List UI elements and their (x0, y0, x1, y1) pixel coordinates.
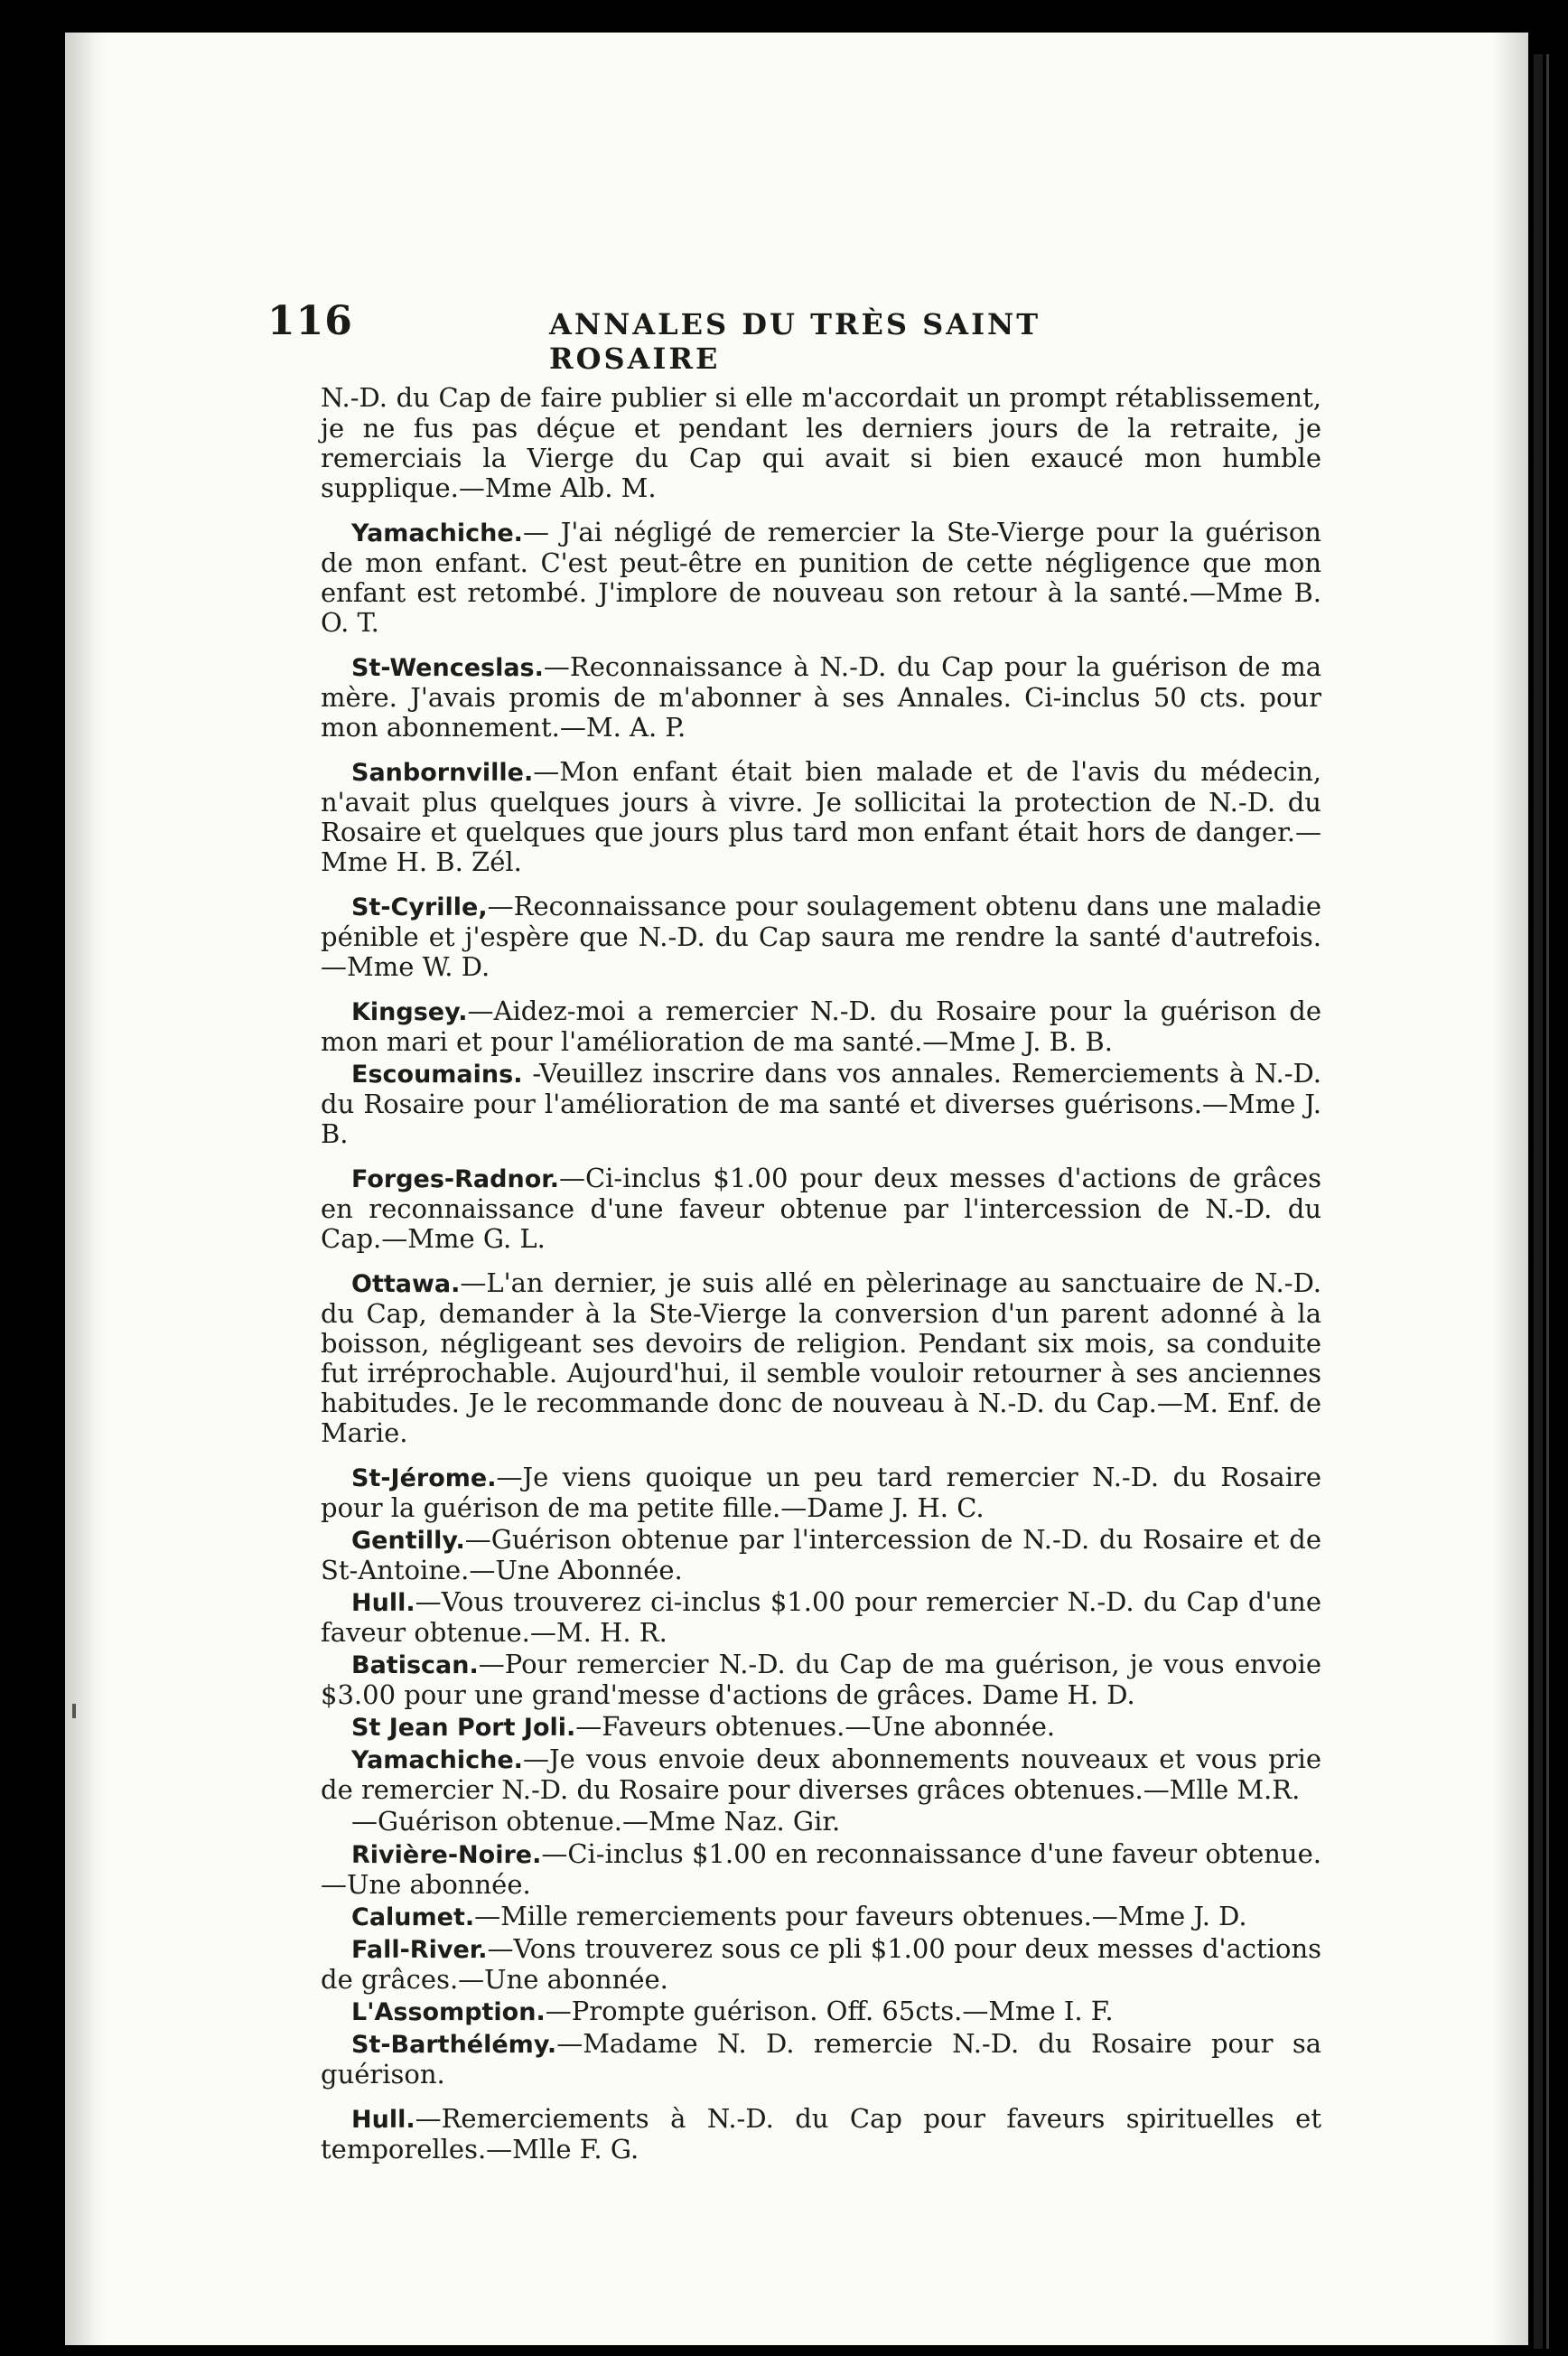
entry-place: Rivière-Noire. (351, 1841, 542, 1869)
entry-text: —Faveurs obtenues.—Une abonnée. (575, 1711, 1056, 1742)
entry-place: Batiscan. (351, 1651, 479, 1679)
entry (321, 2104, 1321, 2164)
entry (321, 652, 1321, 743)
entry-text: —Ci-inclus $1.00 pour deux messes d'actions de grâces en reconnaissance d'une faveur obtenue par l'intercession de N.-D. du Cap.—Mme G. L. (321, 1163, 1321, 1254)
running-title: ANNALES DU TRÈS SAINT ROSAIRE (549, 307, 1041, 376)
page-number: 116 (267, 298, 353, 344)
entry-place: Kingsey. (351, 998, 468, 1026)
next-page-edge (1534, 54, 1543, 2349)
next-page-edge-line (1546, 54, 1549, 2349)
entry (321, 1463, 1321, 1523)
entry (321, 1059, 1321, 1149)
entry (321, 1839, 1321, 1900)
entry-text: —Je viens quoique un peu tard remercier N.-D. du Rosaire pour la guérison de ma petite fille.—Dame J. H. C. (321, 1462, 1321, 1523)
page-header (267, 298, 1171, 376)
entry-place: St-Wenceslas. (351, 654, 544, 682)
entry-text: —Reconnaissance pour soulagement obtenu dans une maladie pénible et j'espère que N.-D. du Cap saura me rendre la santé d'autrefois.—Mme W. D. (321, 891, 1321, 982)
entry-text: —Guérison obtenue par l'intercession de N.-D. du Rosaire et de St-Antoine.—Une Abonnée. (321, 1524, 1321, 1585)
entry-text: —Vons trouverez sous ce pli $1.00 pour deux messes d'actions de grâces.—Une abonnée. (321, 1933, 1321, 1995)
entry-text: —Pour remercier N.-D. du Cap de ma guérison, je vous envoie $3.00 pour une grand'messe d'actions de grâces. Dame H. D. (321, 1649, 1321, 1710)
entry-text: N.-D. du Cap de faire publier si elle m'accordait un prompt rétablissement, je ne fus pas déçue et pendant les derniers jours de la retraite, je remerciais la Vierge du Cap qui avait si bien exaucé mon humble supplique.—Mme Alb. M. (321, 382, 1321, 503)
entry (321, 1587, 1321, 1648)
entry-place: Sanbornville. (351, 759, 534, 787)
entry-place: Fall-River. (351, 1936, 488, 1964)
entry (321, 1902, 1321, 1932)
entry (321, 1744, 1321, 1805)
entry (321, 2029, 1321, 2090)
entry-place: St-Cyrille, (351, 893, 488, 921)
entry-place: Yamachiche. (351, 519, 523, 547)
entry (321, 1164, 1321, 1254)
page-gutter-shadow (65, 33, 108, 2345)
entry-place: L'Assomption. (351, 1998, 546, 2026)
entry-place: Hull. (351, 2106, 415, 2134)
entry (321, 1268, 1321, 1448)
entry-text: —Vous trouverez ci-inclus $1.00 pour remercier N.-D. du Cap d'une faveur obtenue.—M. H. R. (321, 1586, 1321, 1648)
entry-text: —Mille remerciements pour faveurs obtenues.—Mme J. D. (474, 1901, 1247, 1931)
entry (321, 1525, 1321, 1585)
entry (321, 1807, 1321, 1837)
entry-place: St-Barthélémy. (351, 2031, 557, 2059)
entry-text: —Remerciements à N.-D. du Cap pour faveurs spirituelles et temporelles.—Mlle F. G. (321, 2103, 1321, 2164)
entry-text: —Prompte guérison. Off. 65cts.—Mme I. F. (545, 1996, 1114, 2026)
entry-text: —Madame N. D. remercie N.-D. du Rosaire pour sa guérison. (321, 2028, 1321, 2090)
entry-place: Ottawa. (351, 1270, 461, 1298)
entry-text: —Ci-inclus $1.00 en reconnaissance d'une faveur obtenue.—Une abonnée. (321, 1838, 1321, 1900)
entry (321, 518, 1321, 638)
entry-text: -Veuillez inscrire dans vos annales. Remerciements à N.-D. du Rosaire pour l'amélioration de ma santé et diverses guérisons.—Mme J. B. (321, 1058, 1321, 1149)
entry-place: Gentilly. (351, 1527, 465, 1555)
entry-text: —Mon enfant était bien malade et de l'avis du médecin, n'avait plus quelques jours à vivre. Je sollicitai la protection de N.-D. du Rosaire et quelques que jours plus tard mon enfant était hors de danger.—Mme H. B. Zél. (321, 756, 1321, 877)
entry-text: —L'an dernier, je suis allé en pèlerinage au sanctuaire de N.-D. du Cap, demander à la Ste-Vierge la conversion d'un parent adonné à la boisson, négligeant ses devoirs de religion. Pendant six mois, sa conduite fut irréprochable. Aujourd'hui, il semble vouloir retourner à ses anciennes habitudes. Je le recommande donc de nouveau à N.-D. du Cap.—M. Enf. de Marie. (321, 1267, 1321, 1448)
entry-place: St Jean Port Joli. (351, 1714, 576, 1742)
entry-place: Hull. (351, 1589, 415, 1617)
page-edge-shadow (1492, 33, 1528, 2345)
entry-text: —Je vous envoie deux abonnements nouveaux et vous prie de remercier N.-D. du Rosaire pour diverses grâces obtenues.—Mlle M.R. (321, 1744, 1321, 1805)
entry-place: Forges-Radnor. (351, 1165, 559, 1193)
entry-place: Yamachiche. (351, 1746, 523, 1774)
entry-place: St-Jérome. (351, 1464, 497, 1492)
body-text (321, 383, 1321, 2179)
entry-text: —Reconnaissance à N.-D. du Cap pour la guérison de ma mère. J'avais promis de m'abonner à ses Annales. Ci-inclus 50 cts. pour mon abonnement.—M. A. P. (321, 651, 1321, 743)
entry (321, 1650, 1321, 1710)
margin-mark (72, 1704, 76, 1718)
entry-place: Calumet. (351, 1903, 475, 1931)
entry (321, 757, 1321, 877)
entry (321, 1996, 1321, 2027)
entry-text: —Guérison obtenue.—Mme Naz. Gir. (351, 1806, 841, 1837)
entry (321, 1934, 1321, 1995)
entry-text: — J'ai négligé de remercier la Ste-Vierge pour la guérison de mon enfant. C'est peut-être en punition de cette négligence que mon enfant est retombé. J'implore de nouveau son retour à la santé.—Mme B. O. T. (321, 517, 1321, 638)
entry (321, 383, 1321, 503)
entry-place: Escoumains. (351, 1061, 523, 1089)
entry (321, 996, 1321, 1057)
entry-text: —Aidez-moi a remercier N.-D. du Rosaire pour la guérison de mon mari et pour l'amélioration de ma santé.—Mme J. B. B. (321, 996, 1321, 1057)
entry (321, 892, 1321, 982)
entry (321, 1712, 1321, 1743)
